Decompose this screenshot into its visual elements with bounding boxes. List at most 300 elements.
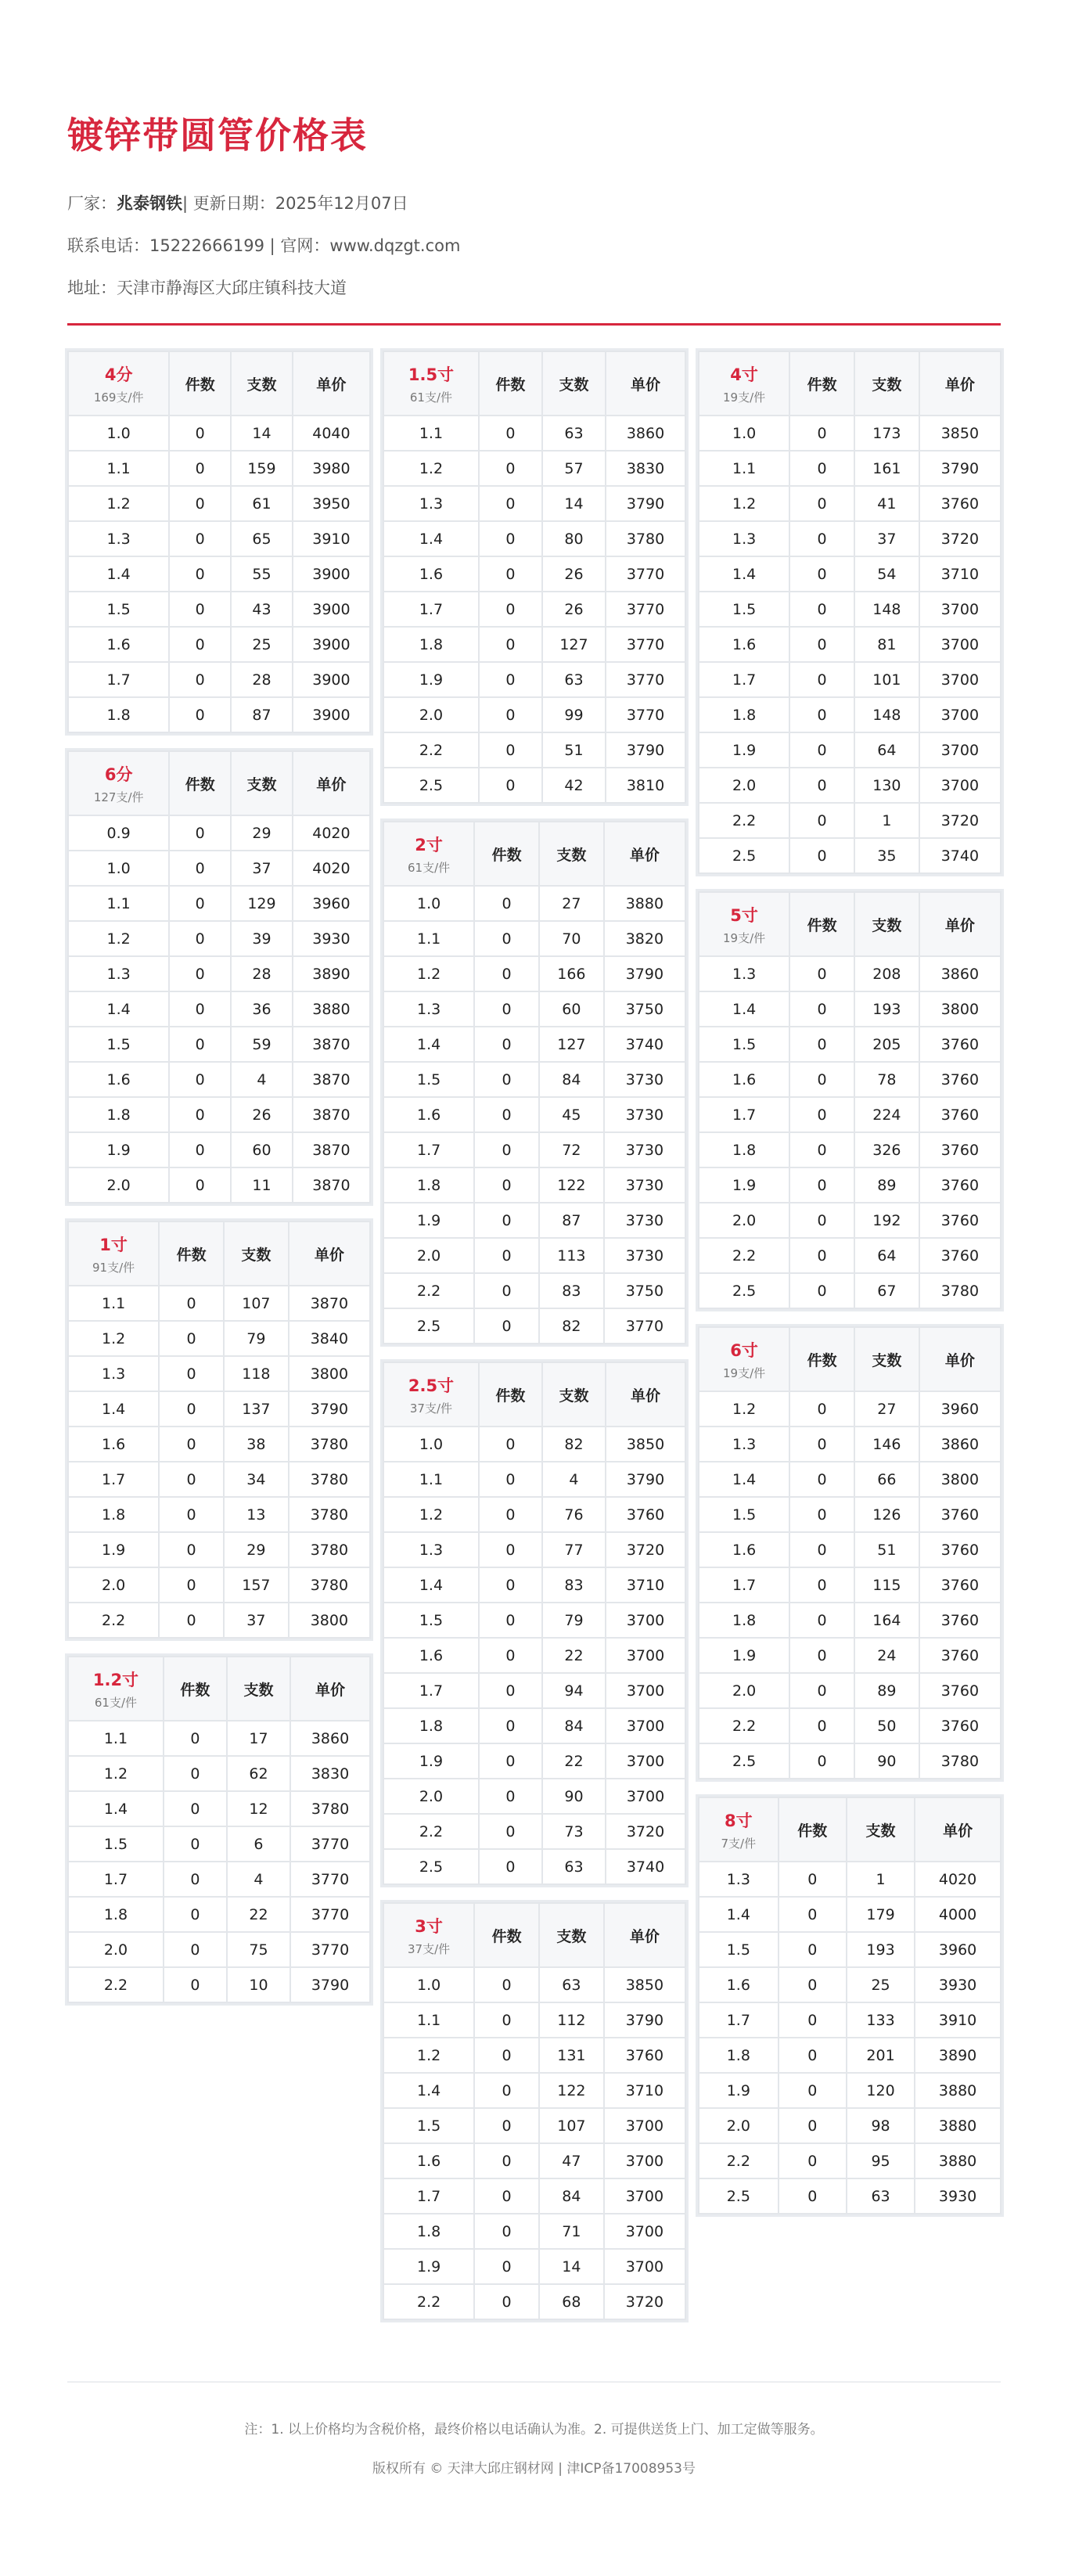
sticks-cell: 83 [539,1273,604,1308]
sticks-cell: 81 [854,627,919,662]
spec-header [383,822,474,886]
pieces-cell: 0 [169,851,231,886]
pieces-cell: 0 [169,815,231,851]
thickness-cell: 1.7 [699,1567,789,1603]
spec-header [699,892,789,956]
thickness-cell: 1.5 [383,2108,474,2143]
column-header-sticks: 支数 [231,351,293,416]
sticks-cell: 120 [847,2073,915,2108]
spec-header [68,1221,159,1286]
pieces-cell: 0 [159,1462,224,1497]
price-cell: 3800 [919,991,1001,1027]
pieces-cell: 0 [474,921,539,956]
pack-count: 169支/件 [93,390,144,405]
price-cell: 3800 [919,1462,1001,1497]
sticks-cell: 42 [542,768,606,803]
table-row [68,697,370,732]
price-cell: 3730 [604,1062,685,1097]
table-row [383,921,685,956]
thickness-cell: 1.9 [383,662,479,697]
price-cell: 3900 [293,556,370,592]
sticks-cell: 87 [539,1203,604,1238]
pieces-cell: 0 [169,1167,231,1203]
pieces-cell: 0 [169,1062,231,1097]
sticks-cell: 70 [539,921,604,956]
sticks-cell: 63 [542,416,606,451]
price-cell: 3770 [604,1308,685,1344]
thickness-cell: 1.2 [383,451,479,486]
thickness-cell: 1.4 [383,1027,474,1062]
pieces-cell: 0 [789,803,854,838]
price-cell: 3700 [919,768,1001,803]
price-cell: 3700 [604,2108,685,2143]
pieces-cell: 0 [474,956,539,991]
table-row [68,592,370,627]
column-header-pieces: 件数 [159,1221,224,1286]
price-cell: 3770 [290,1862,370,1897]
sticks-cell: 89 [854,1167,919,1203]
price-cell: 3730 [604,1167,685,1203]
sticks-cell: 90 [854,1743,919,1779]
sticks-cell: 22 [227,1897,290,1932]
price-cell: 3910 [915,2002,1001,2038]
price-cell: 3700 [919,662,1001,697]
pieces-cell: 0 [474,2073,539,2108]
pieces-cell: 0 [789,1603,854,1638]
table-row [699,451,1001,486]
price-cell: 3870 [293,1027,370,1062]
thickness-cell: 1.6 [699,1062,789,1097]
spec-header [68,751,169,815]
column-header-price: 单价 [293,351,370,416]
thickness-cell: 1.4 [68,556,169,592]
pieces-cell: 0 [789,662,854,697]
price-cell: 3750 [604,991,685,1027]
pieces-cell: 0 [789,1097,854,1132]
price-cell: 3700 [919,627,1001,662]
pieces-cell: 0 [479,768,542,803]
sticks-cell: 57 [542,451,606,486]
pieces-cell: 0 [779,2108,847,2143]
pieces-cell: 0 [479,592,542,627]
table-row [699,1967,1001,2002]
table-row [383,2143,685,2178]
thickness-cell: 1.1 [68,1286,159,1321]
price-cell: 3710 [919,556,1001,592]
table-row [68,1791,370,1826]
thickness-cell: 2.0 [699,1203,789,1238]
thickness-cell: 2.0 [68,1167,169,1203]
pieces-cell: 0 [479,1743,542,1779]
pieces-cell: 0 [169,886,231,921]
pieces-cell: 0 [789,1638,854,1673]
pieces-cell: 0 [164,1897,227,1932]
sticks-cell: 159 [231,451,293,486]
pieces-cell: 0 [479,662,542,697]
thickness-cell: 1.8 [68,697,169,732]
thickness-cell: 1.6 [68,627,169,662]
table-row [383,1273,685,1308]
sticks-cell: 148 [854,592,919,627]
price-cell: 3880 [604,886,685,921]
sticks-cell: 115 [854,1567,919,1603]
price-cell: 3740 [606,1849,685,1884]
pack-count: 7支/件 [721,1836,757,1851]
table-header-row [68,351,370,416]
thickness-cell: 1.7 [68,1462,159,1497]
table-row [383,1638,685,1673]
price-cell: 3760 [919,1238,1001,1273]
table-row [699,1273,1001,1308]
price-cell: 3870 [293,1132,370,1167]
sticks-cell: 59 [231,1027,293,1062]
price-cell: 4040 [293,416,370,451]
table-row [699,956,1001,991]
thickness-cell: 1.6 [383,556,479,592]
thickness-cell: 1.1 [383,416,479,451]
price-table [67,351,371,733]
thickness-cell: 1.6 [699,627,789,662]
column-header-pieces: 件数 [169,751,231,815]
table-row [699,768,1001,803]
price-cell: 3700 [604,2178,685,2214]
table-row [699,1391,1001,1427]
price-cell: 3710 [604,2073,685,2108]
pieces-cell: 0 [169,697,231,732]
pieces-cell: 0 [169,521,231,556]
pieces-cell: 0 [474,1027,539,1062]
table-row [699,556,1001,592]
column-header-price: 单价 [919,892,1001,956]
table-row [68,1932,370,1967]
column-header-price: 单价 [919,1327,1001,1391]
price-cell: 3840 [289,1321,370,1356]
table-row [699,1897,1001,1932]
pieces-cell: 0 [159,1391,224,1427]
table-row [383,1132,685,1167]
copyright: 版权所有 © 天津大邱庄钢材网 | 津ICP备17008953号 [372,2461,696,2477]
column-header-sticks: 支数 [231,751,293,815]
thickness-cell: 1.3 [68,1356,159,1391]
sticks-cell: 208 [854,956,919,991]
table-column-3 [698,351,1001,2232]
table-row [383,1673,685,1708]
table-row [383,1532,685,1567]
thickness-cell: 1.7 [699,2002,779,2038]
thickness-cell: 1.8 [383,627,479,662]
sticks-cell: 38 [224,1427,289,1462]
table-row [699,662,1001,697]
pieces-cell: 0 [474,1967,539,2002]
table-row [68,1603,370,1638]
thickness-cell: 1.8 [699,697,789,732]
table-header-row [699,1327,1001,1391]
table-row [383,556,685,592]
thickness-cell: 1.6 [383,2143,474,2178]
sticks-cell: 95 [847,2143,915,2178]
table-row [383,1814,685,1849]
price-cell: 3720 [606,1814,685,1849]
table-row [699,1132,1001,1167]
sticks-cell: 25 [847,1967,915,2002]
sticks-cell: 173 [854,416,919,451]
sticks-cell: 192 [854,1203,919,1238]
pieces-cell: 0 [169,451,231,486]
table-row [68,991,370,1027]
price-cell: 3770 [606,592,685,627]
price-cell: 3850 [919,416,1001,451]
thickness-cell: 1.4 [383,1567,479,1603]
price-cell: 4000 [915,1897,1001,1932]
pieces-cell: 0 [789,592,854,627]
table-header-row [68,751,370,815]
table-header-row [383,351,685,416]
sticks-cell: 14 [542,486,606,521]
column-header-sticks: 支数 [224,1221,289,1286]
table-row [383,1497,685,1532]
sticks-cell: 164 [854,1603,919,1638]
sticks-cell: 107 [539,2108,604,2143]
thickness-cell: 1.4 [699,556,789,592]
pieces-cell: 0 [169,1027,231,1062]
price-cell: 3860 [919,956,1001,991]
thickness-cell: 1.8 [68,1497,159,1532]
spec-name: 4分 [104,365,133,384]
thickness-cell: 2.0 [699,1673,789,1708]
sticks-cell: 98 [847,2108,915,2143]
price-cell: 3960 [293,886,370,921]
sticks-cell: 29 [224,1532,289,1567]
thickness-cell: 2.5 [699,1273,789,1308]
thickness-cell: 1.9 [383,1743,479,1779]
spec-header [699,1327,789,1391]
sticks-cell: 63 [542,1849,606,1884]
price-cell: 3880 [915,2143,1001,2178]
column-header-pieces: 件数 [779,1797,847,1862]
thickness-cell: 1.6 [699,1967,779,2002]
pieces-cell: 0 [159,1603,224,1638]
thickness-cell: 1.3 [383,486,479,521]
price-cell: 3980 [293,451,370,486]
thickness-cell: 1.4 [68,1391,159,1427]
pieces-cell: 0 [474,2214,539,2249]
spec-header [383,1903,474,1967]
price-cell: 3730 [604,1203,685,1238]
sticks-cell: 22 [542,1638,606,1673]
price-cell: 3760 [604,2038,685,2073]
price-cell: 3880 [915,2108,1001,2143]
pack-count: 19支/件 [723,1365,766,1380]
spec-name: 6分 [104,765,133,784]
price-cell: 3700 [604,2214,685,2249]
thickness-cell: 1.1 [383,921,474,956]
thickness-cell: 1.8 [383,1708,479,1743]
price-cell: 3910 [293,521,370,556]
thickness-cell: 2.2 [699,2143,779,2178]
price-cell: 3770 [290,1932,370,1967]
price-cell: 3720 [919,803,1001,838]
table-row [699,732,1001,768]
price-table [383,1902,686,2320]
pieces-cell: 0 [789,1391,854,1427]
pieces-cell: 0 [159,1497,224,1532]
price-cell: 3730 [604,1132,685,1167]
pieces-cell: 0 [474,886,539,921]
pieces-cell: 0 [479,1779,542,1814]
column-header-pieces: 件数 [164,1657,227,1721]
pieces-cell: 0 [169,921,231,956]
thickness-cell: 1.9 [699,732,789,768]
table-row [68,815,370,851]
price-cell: 3770 [606,697,685,732]
sticks-cell: 24 [854,1638,919,1673]
thickness-cell: 2.5 [383,1849,479,1884]
thickness-cell: 1.3 [699,521,789,556]
table-row [68,1462,370,1497]
thickness-cell: 1.0 [383,886,474,921]
table-row [383,1603,685,1638]
table-row [699,1203,1001,1238]
spec-header [383,351,479,416]
price-cell: 3760 [919,1027,1001,1062]
pieces-cell: 0 [169,1132,231,1167]
thickness-cell: 2.2 [383,2284,474,2319]
pieces-cell: 0 [474,2108,539,2143]
price-cell: 3760 [919,1132,1001,1167]
price-cell: 3790 [919,451,1001,486]
thickness-cell: 1.9 [383,2249,474,2284]
table-row [383,2073,685,2108]
pack-count: 61支/件 [409,390,453,405]
price-cell: 3700 [606,1603,685,1638]
table-row [68,556,370,592]
pieces-cell: 0 [789,1497,854,1532]
thickness-cell: 1.2 [68,1756,164,1791]
sticks-cell: 166 [539,956,604,991]
thickness-cell: 1.5 [699,1497,789,1532]
sticks-cell: 72 [539,1132,604,1167]
thickness-cell: 1.7 [699,662,789,697]
price-cell: 3780 [289,1532,370,1567]
spec-name: 3寸 [415,1916,443,1936]
pieces-cell: 0 [169,592,231,627]
maker-line [67,196,408,212]
thickness-cell: 2.5 [699,1743,789,1779]
table-header-row [699,1797,1001,1862]
sticks-cell: 127 [542,627,606,662]
price-table [698,1797,1001,2214]
pieces-cell: 0 [789,451,854,486]
thickness-cell: 1.4 [68,991,169,1027]
pack-count: 19支/件 [723,930,766,945]
sticks-cell: 326 [854,1132,919,1167]
price-cell: 3730 [604,1238,685,1273]
sticks-cell: 25 [231,627,293,662]
column-header-price: 单价 [919,351,1001,416]
table-row [699,991,1001,1027]
table-row [699,1638,1001,1673]
pieces-cell: 0 [479,1673,542,1708]
table-row [68,1356,370,1391]
price-cell: 3770 [606,662,685,697]
sticks-cell: 133 [847,2002,915,2038]
pieces-cell: 0 [479,556,542,592]
pieces-cell: 0 [474,1062,539,1097]
pieces-cell: 0 [474,2143,539,2178]
thickness-cell: 1.0 [68,851,169,886]
price-cell: 3780 [289,1427,370,1462]
thickness-cell: 1.5 [68,1826,164,1862]
spec-header [383,1362,479,1427]
price-cell: 3960 [915,1932,1001,1967]
column-header-sticks: 支数 [854,1327,919,1391]
table-row [383,662,685,697]
pieces-cell: 0 [479,451,542,486]
table-header-row [68,1221,370,1286]
pieces-cell: 0 [159,1286,224,1321]
sticks-cell: 39 [231,921,293,956]
table-row [383,768,685,803]
column-header-price: 单价 [915,1797,1001,1862]
price-cell: 3870 [289,1286,370,1321]
thickness-cell: 2.5 [383,768,479,803]
pieces-cell: 0 [164,1721,227,1756]
thickness-cell: 1.9 [68,1532,159,1567]
column-header-sticks: 支数 [542,351,606,416]
column-header-price: 单价 [293,751,370,815]
price-cell: 3790 [289,1391,370,1427]
table-row [68,956,370,991]
sticks-cell: 126 [854,1497,919,1532]
table-row [383,1779,685,1814]
sticks-cell: 54 [854,556,919,592]
table-row [68,921,370,956]
table-row [383,1062,685,1097]
thickness-cell: 1.2 [68,921,169,956]
price-cell: 3790 [290,1967,370,2002]
price-cell: 3830 [606,451,685,486]
sticks-cell: 146 [854,1427,919,1462]
thickness-cell: 1.7 [383,2178,474,2214]
spec-name: 5寸 [730,905,758,925]
sticks-cell: 84 [539,1062,604,1097]
pieces-cell: 0 [789,838,854,873]
thickness-cell: 1.2 [68,486,169,521]
price-cell: 3880 [915,2073,1001,2108]
table-row [383,521,685,556]
sticks-cell: 34 [224,1462,289,1497]
thickness-cell: 1.9 [699,1638,789,1673]
price-cell: 3770 [290,1897,370,1932]
sticks-cell: 84 [542,1708,606,1743]
price-cell: 3700 [606,1638,685,1673]
price-cell: 3790 [606,1462,685,1497]
pieces-cell: 0 [779,2038,847,2073]
thickness-cell: 1.5 [383,1062,474,1097]
thickness-cell: 1.3 [68,956,169,991]
table-row [383,1743,685,1779]
pieces-cell: 0 [789,1673,854,1708]
table-row [383,956,685,991]
column-header-pieces: 件数 [474,1903,539,1967]
table-row [68,1532,370,1567]
table-row [699,2038,1001,2073]
sticks-cell: 84 [539,2178,604,2214]
pieces-cell: 0 [159,1532,224,1567]
sticks-cell: 77 [542,1532,606,1567]
column-header-sticks: 支数 [539,822,604,886]
table-row [383,1097,685,1132]
